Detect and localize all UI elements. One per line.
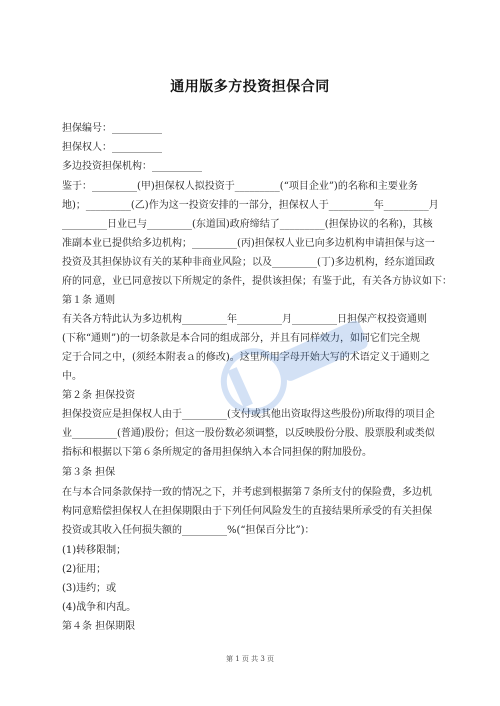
article-2-heading: 第２条 担保投资 [62, 390, 136, 401]
article-2-body: 指标和根据以下第６条所规定的备用担保纳入本合同担保的附加股份。 [62, 447, 372, 458]
article-2-body: 担保投资应是担保权人由于_________(支付或其他出资取得这些股份)所取得的项目企 [62, 409, 435, 420]
article-1-body: 有关各方特此认为多边机构_________年_________月_________日担保产权投资通则 [62, 314, 427, 325]
article-1-body: 中。 [62, 371, 82, 382]
risk-item: (3)违约；或 [62, 583, 117, 594]
guarantee-holder-line: 担保权人：__________ [62, 142, 162, 153]
article-1-body: 定于合同之中，(须经本附表ａ的修改)。这里所用字母开始大写的术语定义于通则之 [62, 352, 430, 363]
recital-line: 准副本业已提供给多边机构；_________(丙)担保权人业已向多边机构申请担保与这一 [62, 238, 435, 249]
article-2-body: 业_________(普通)股份；但这一股份数必须调整，以反映股份分股、股票股利或类似 [62, 428, 435, 439]
article-1-body: (下称“通则”)的一切条款是本合同的组成部分，并且有同样效力，如同它们完全规 [62, 333, 421, 344]
risk-item: (2)征用； [62, 564, 107, 575]
recital-line: 投资及其担保协议有关的某种非商业风险；以及_________(丁)多边机构，经东道国政 [62, 257, 435, 268]
article-1-heading: 第１条 通则 [62, 295, 116, 306]
recital-line: _________日业已与_________(东道国)政府缔结了_________(担保协议的名称)，其核 [62, 219, 433, 230]
document-title: 通用版多方投资担保合同 [170, 79, 330, 95]
agency-line: 多边投资担保机构：__________ [62, 161, 202, 172]
recital-line: 地)；_________(乙)作为这一投资安排的一部分，担保权人于_________年_________月 [62, 200, 439, 211]
guarantee-number-line: 担保编号：__________ [62, 123, 162, 134]
recital-line: 鉴于：_________(甲)担保权人拟投资于_________(“项目企业”)的名称和主要业务 [62, 181, 418, 192]
article-3-heading: 第３条 担保 [62, 467, 116, 478]
article-3-body: 在与本合同条款保持一致的情况之下，并考虑到根据第７条所支付的保险费，多边机 [62, 487, 432, 498]
article-4-heading: 第４条 担保期限 [62, 621, 136, 632]
article-3-body: 投资或其收入任何损失额的_________%(“担保百分比”)： [62, 525, 315, 536]
article-3-body: 构同意赔偿担保权人在担保期限由于下列任何风险发生的直接结果所承受的有关担保 [62, 506, 432, 517]
page-footer: 第 1 页 共 3 页 [225, 655, 275, 663]
recital-line: 府的同意，业已同意按以下所规定的条件，提供该担保；有鉴于此，有关各方协议如下： [62, 276, 452, 287]
risk-item: (4)战争和内乱。 [62, 602, 137, 613]
risk-item: (1)转移限制； [62, 545, 127, 556]
